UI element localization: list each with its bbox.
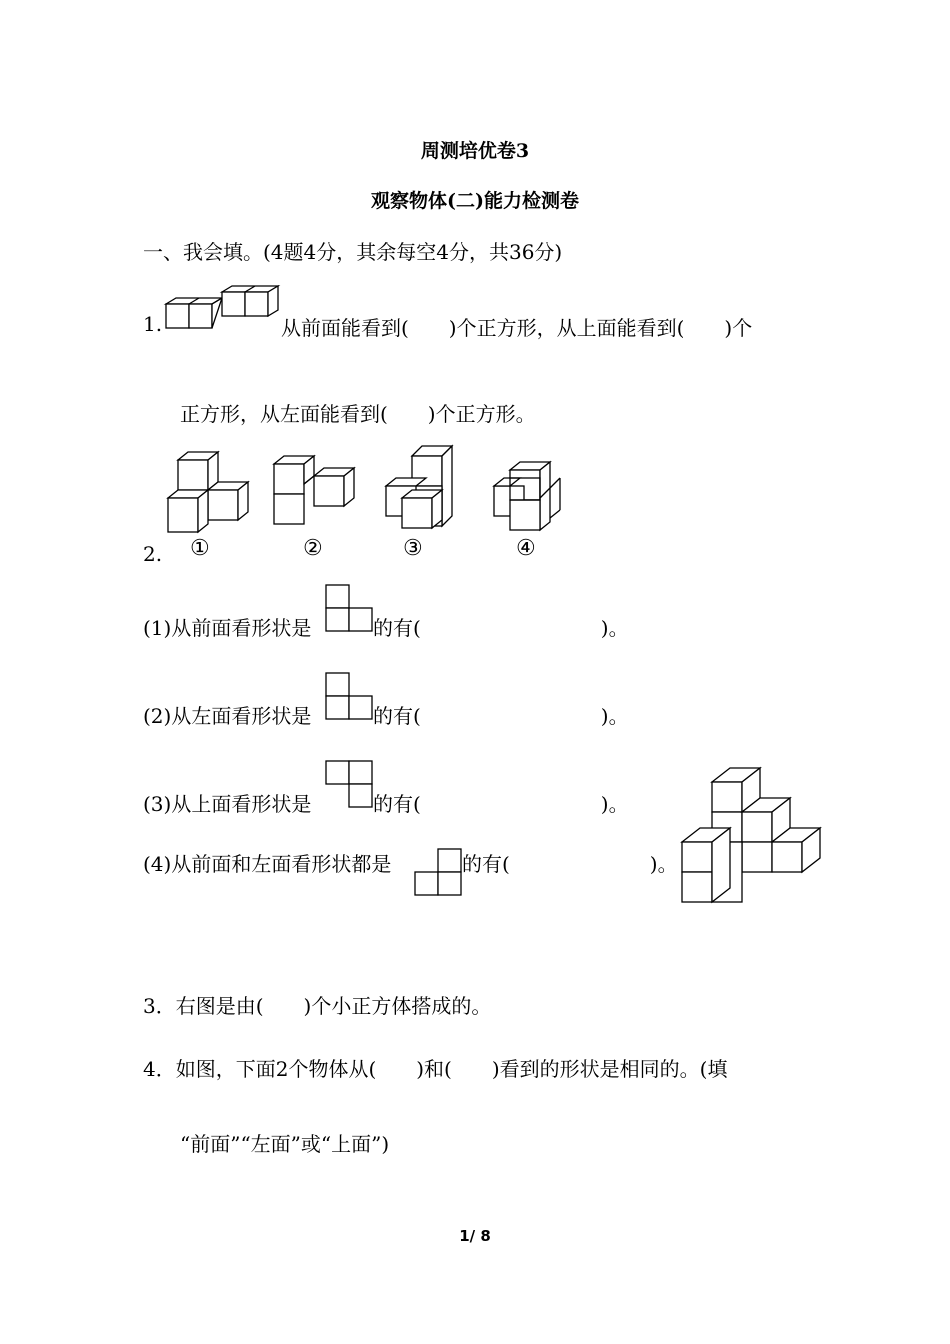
- q2-sub3-suffix: 的有( )。: [373, 792, 629, 816]
- q2-sub1-shape: [326, 584, 374, 632]
- page-subtitle: 观察物体(二)能力检测卷: [371, 190, 579, 212]
- q1-text-line2: 正方形，从左面能看到( )个正方形。: [180, 402, 536, 426]
- q2-figure-4-label: ④: [516, 536, 536, 561]
- q3-text: 3．右图是由( )个小正方体搭成的。: [143, 994, 492, 1018]
- q2-figure-1: [164, 450, 254, 536]
- q2-sub2-suffix: 的有( )。: [373, 704, 629, 728]
- page-title: 周测培优卷3: [420, 140, 530, 162]
- q2-sub4-suffix: 的有( )。: [462, 852, 678, 876]
- q2-figure-3-label: ③: [403, 536, 423, 561]
- q2-sub4-shape: [414, 848, 464, 898]
- q1-number: 1.: [143, 312, 163, 336]
- q2-figure-2-label: ②: [303, 536, 323, 561]
- q1-cube-row-figure: [166, 284, 282, 332]
- page-number: 1/ 8: [459, 1227, 491, 1245]
- section-heading: 一、我会填。(4题4分，其余每空4分，共36分): [143, 240, 563, 264]
- q2-figure-1-label: ①: [190, 536, 210, 561]
- q1-text-line1: 从前面能看到( )个正方形，从上面能看到( )个: [281, 316, 753, 340]
- q2-sub1-prefix: (1)从前面看形状是: [143, 616, 312, 640]
- q2-figure-3: [382, 444, 462, 534]
- q2-sub2-prefix: (2)从左面看形状是: [143, 704, 312, 728]
- q4-text-line2: “前面”“左面”或“上面”): [180, 1132, 390, 1156]
- q2-sub1-suffix: 的有( )。: [373, 616, 629, 640]
- q2-number: 2.: [143, 542, 163, 566]
- q2-sub2-shape: [326, 672, 374, 720]
- q2-sub3-shape: [326, 760, 374, 808]
- q2-sub4-prefix: (4)从前面和左面看形状都是: [143, 852, 392, 876]
- q2-sub3-prefix: (3)从上面看形状是: [143, 792, 312, 816]
- q2-figure-2: [272, 454, 362, 528]
- q3-cube-stack-figure: [680, 764, 824, 908]
- q4-text-line1: 4．如图，下面2个物体从( )和( )看到的形状是相同的。(填: [143, 1057, 728, 1081]
- q2-figure-4: [490, 458, 570, 536]
